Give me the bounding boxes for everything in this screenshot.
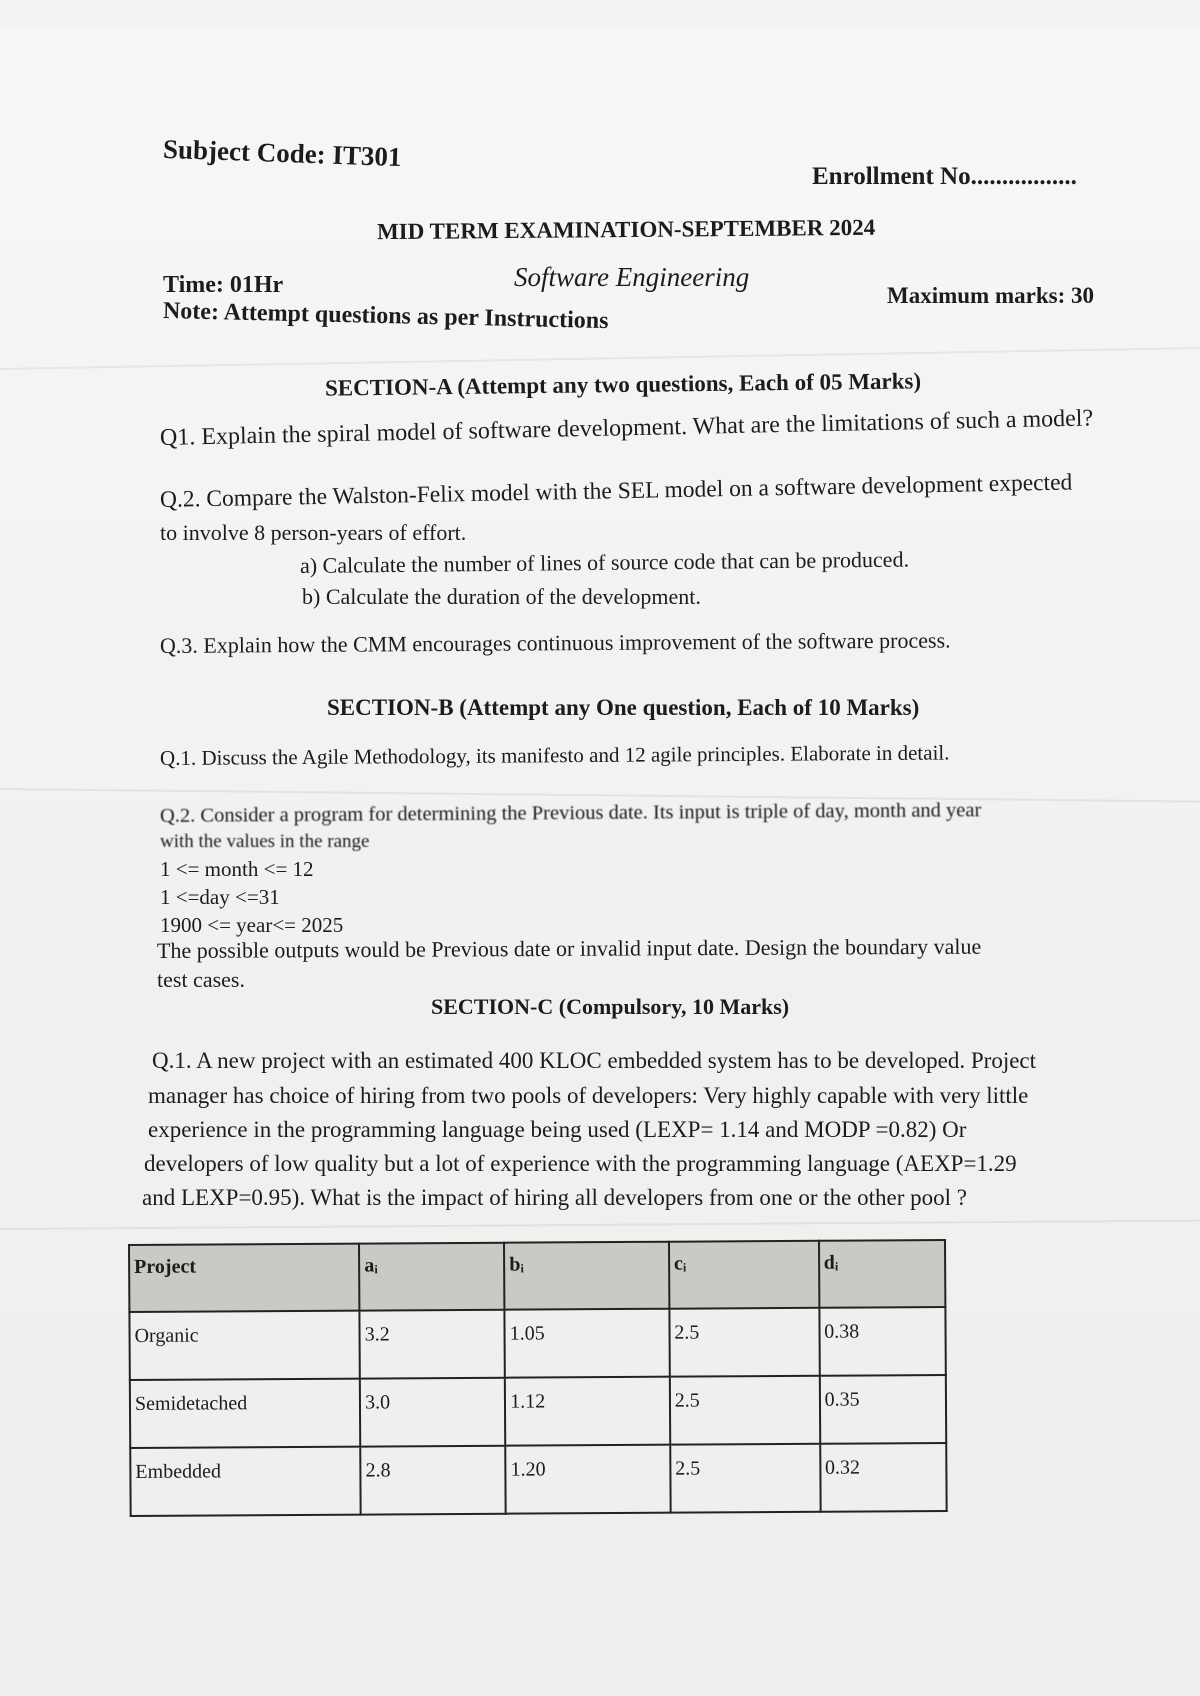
subject-code: Subject Code: IT301 bbox=[162, 133, 402, 173]
section-c-q1-line5: and LEXP=0.95). What is the impact of hiring all developers from one or the other pool ? bbox=[142, 1185, 968, 1210]
section-b-q2-range-month: 1 <= month <= 12 bbox=[160, 857, 314, 881]
section-a-heading: SECTION-A (Attempt any two questions, Each of 05 Marks) bbox=[324, 368, 922, 401]
section-a-q2-part-b: b) Calculate the duration of the development. bbox=[302, 584, 701, 609]
table-header-row bbox=[129, 1240, 945, 1312]
exam-title: MID TERM EXAMINATION-SEPTEMBER 2024 bbox=[376, 214, 876, 245]
section-c-q1-line2: manager has choice of hiring from two pools of developers: Very highly capable with very little bbox=[148, 1083, 1029, 1108]
section-b-q2-range-day: 1 <=day <=31 bbox=[160, 885, 280, 909]
table-header-cell: dᵢ bbox=[819, 1240, 946, 1308]
table-cell: Semidetached bbox=[130, 1379, 361, 1448]
table-cell: Embedded bbox=[130, 1447, 361, 1516]
table-cell: 1.12 bbox=[505, 1377, 670, 1446]
table-row bbox=[130, 1443, 946, 1516]
table-cell: 0.35 bbox=[819, 1375, 946, 1444]
table-header-cell: bᵢ bbox=[504, 1242, 669, 1310]
table-header-cell: aᵢ bbox=[359, 1243, 504, 1311]
table-cell: Organic bbox=[129, 1311, 360, 1380]
table-cell: 2.5 bbox=[669, 1308, 819, 1377]
table-row bbox=[129, 1307, 945, 1380]
section-c-heading: SECTION-C (Compulsory, 10 Marks) bbox=[431, 994, 790, 1019]
table-cell: 2.8 bbox=[360, 1446, 505, 1515]
section-a-q2-line2: to involve 8 person-years of effort. bbox=[160, 520, 467, 545]
table-cell: 3.0 bbox=[360, 1378, 505, 1447]
section-b-q1: Q.1. Discuss the Agile Methodology, its manifesto and 12 agile principles. Elaborate in detail. bbox=[159, 740, 950, 770]
section-c-q1-line4: developers of low quality but a lot of experience with the programming language (AEXP=1.29 bbox=[144, 1151, 1017, 1176]
exam-time: Time: 01Hr bbox=[163, 272, 284, 298]
paper-crease bbox=[0, 1220, 1200, 1230]
table-cell: 2.5 bbox=[670, 1444, 820, 1513]
table-cell: 0.32 bbox=[820, 1443, 947, 1512]
section-b-q2-line2: with the values in the range bbox=[160, 831, 370, 852]
section-b-q2-range-year: 1900 <= year<= 2025 bbox=[160, 913, 344, 937]
paper-crease bbox=[0, 347, 1200, 370]
exam-note: Note: Attempt questions as per Instructions bbox=[162, 298, 609, 335]
section-c-q1-line1: Q.1. A new project with an estimated 400 KLOC embedded system has to be developed. Project bbox=[152, 1048, 1037, 1073]
section-a-q2-part-a: a) Calculate the number of lines of source code that can be produced. bbox=[299, 546, 910, 578]
table-cell: 3.2 bbox=[360, 1310, 505, 1379]
table-cell: 1.05 bbox=[505, 1309, 670, 1378]
section-b-q2-line1: Q.2. Consider a program for determining the Previous date. Its input is triple of day, month and year bbox=[159, 799, 982, 827]
table-cell: 2.5 bbox=[670, 1376, 820, 1445]
table-cell: 1.20 bbox=[505, 1445, 670, 1514]
maximum-marks: Maximum marks: 30 bbox=[887, 283, 1094, 308]
section-b-q2-line3: The possible outputs would be Previous date or invalid input date. Design the boundary value bbox=[156, 933, 982, 963]
cocomo-coefficients-table bbox=[128, 1239, 948, 1517]
section-a-q3: Q.3. Explain how the CMM encourages continuous improvement of the software process. bbox=[159, 627, 951, 658]
enrollment-number: Enrollment No................. bbox=[812, 163, 1077, 190]
table-header-cell: cᵢ bbox=[669, 1241, 819, 1309]
section-c-q1-line3: experience in the programming language being used (LEXP= 1.14 and MODP =0.82) Or bbox=[148, 1117, 967, 1142]
section-a-q2-line1: Q.2. Compare the Walston-Felix model with the SEL model on a software development expected bbox=[159, 469, 1073, 513]
table-row bbox=[130, 1375, 946, 1448]
subject-name: Software Engineering bbox=[514, 262, 750, 292]
table-header-cell: Project bbox=[129, 1244, 360, 1312]
table-cell: 0.38 bbox=[819, 1307, 946, 1376]
section-a-q1: Q1. Explain the spiral model of software development. What are the limitations of such a model? bbox=[159, 405, 1094, 451]
section-b-heading: SECTION-B (Attempt any One question, Each of 10 Marks) bbox=[327, 695, 920, 720]
paper-crease bbox=[0, 788, 1200, 803]
section-b-q2-line4: test cases. bbox=[157, 967, 245, 992]
